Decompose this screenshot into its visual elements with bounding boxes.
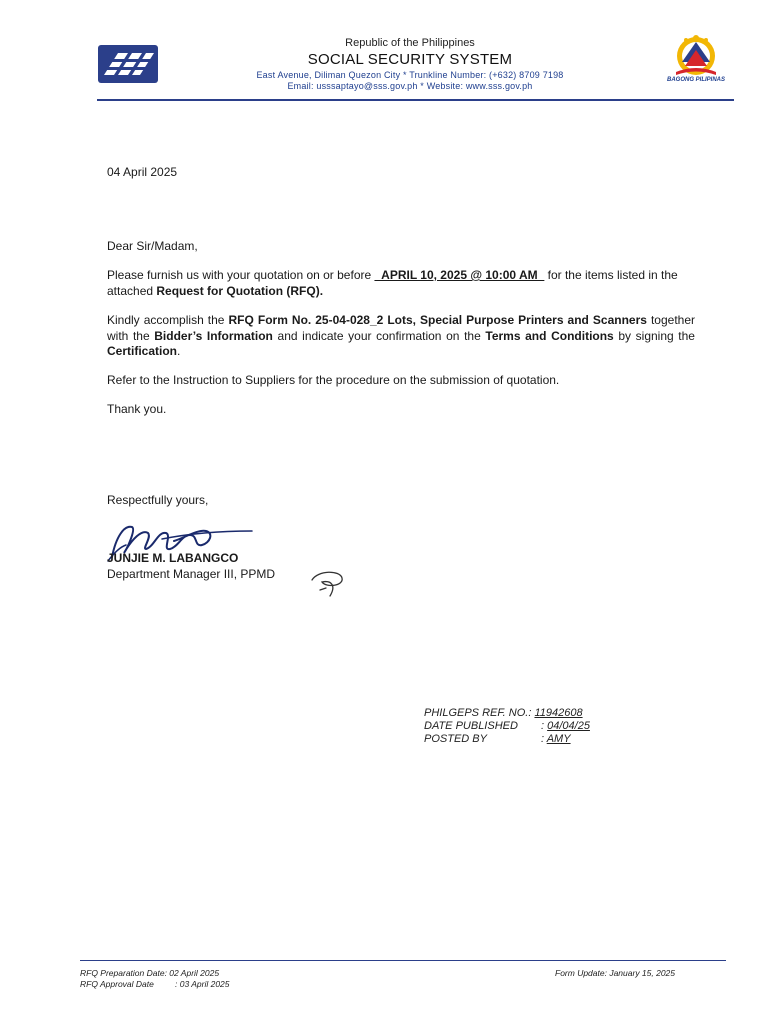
closing: Respectfully yours, [107,493,209,507]
date-published-label: DATE PUBLISHED [424,720,518,732]
letter-date: 04 April 2025 [107,165,178,179]
salutation: Dear Sir/Madam, [107,239,198,253]
paragraph-instructions [107,313,695,360]
posted-by-value: AMY [546,733,571,745]
date-published-value: 04/04/25 [547,720,590,732]
footer-divider [80,960,726,961]
p2-text-e: . [177,344,181,358]
p2-text-d: by signing the [613,328,695,343]
approval-date-label: RFQ Approval Date [80,979,154,989]
p2-text-c: and indicate your confirmation on the [272,328,486,343]
philgeps-ref-row [424,707,590,720]
posted-by-label: POSTED BY [424,733,487,745]
republic-heading: Republic of the Philippines [345,37,475,49]
thank-you: Thank you. [107,402,167,416]
bagong-pilipinas-text: BAGONG PILIPINAS [666,77,725,83]
p1-text-a: Please furnish us with your quotation on or before [107,268,375,282]
prep-date-row [80,968,230,979]
approval-date-row [80,979,230,990]
sss-logo [98,45,158,83]
contact-line-2: Email: usssaptayo@sss.gov.ph * Website: www.sss.gov.ph [287,81,533,91]
p1-text-c: . [319,283,324,298]
posted-by-row: POSTED BY : AMY [424,733,571,745]
p2-text-b: together with the [107,313,696,343]
p1-text-b: for the items listed in the attached [107,268,678,298]
rfq-form-number: RFQ Form No. 25-04-028_2 Lots, Special Purpose Printers and Scanners [228,313,647,327]
submission-deadline: _APRIL 10, 2025 @ 10:00 AM_ [374,268,545,282]
signatory-name: JUNJIE M. LABANGCO [107,551,239,565]
prep-date-value: : 02 April 2025 [164,968,220,978]
date-published-row: DATE PUBLISHED : 04/04/25 [424,720,590,732]
philgeps-ref-value: 11942608 [534,707,583,719]
rfq-reference: Request for Quotation (RFQ) [156,283,320,298]
prep-date-label: RFQ Preparation Date [80,968,165,978]
initial-mark [308,568,348,598]
footer-dates [80,968,230,990]
certification: Certification [107,344,178,358]
philgeps-ref-label: PHILGEPS REF. NO.: [424,707,532,719]
form-update: Form Update: January 15, 2025 [555,968,676,978]
approval-date-value: : 03 April 2025 [175,979,230,989]
agency-name: SOCIAL SECURITY SYSTEM [307,51,513,68]
p2-text-a: Kindly accomplish the [107,313,229,327]
header-divider [97,99,734,101]
signatory-title: Department Manager III, PPMD [107,567,276,581]
contact-line-1: East Avenue, Diliman Quezon City * Trunkline Number: (+632) 8709 7198 [256,70,564,80]
bidders-information: Bidder’s Information [154,328,273,343]
philgeps-block [424,707,590,746]
paragraph-refer: Refer to the Instruction to Suppliers for the procedure on the submission of quotation. [107,373,560,387]
paragraph-deadline [107,268,695,299]
terms-and-conditions: Terms and Conditions [485,328,614,343]
